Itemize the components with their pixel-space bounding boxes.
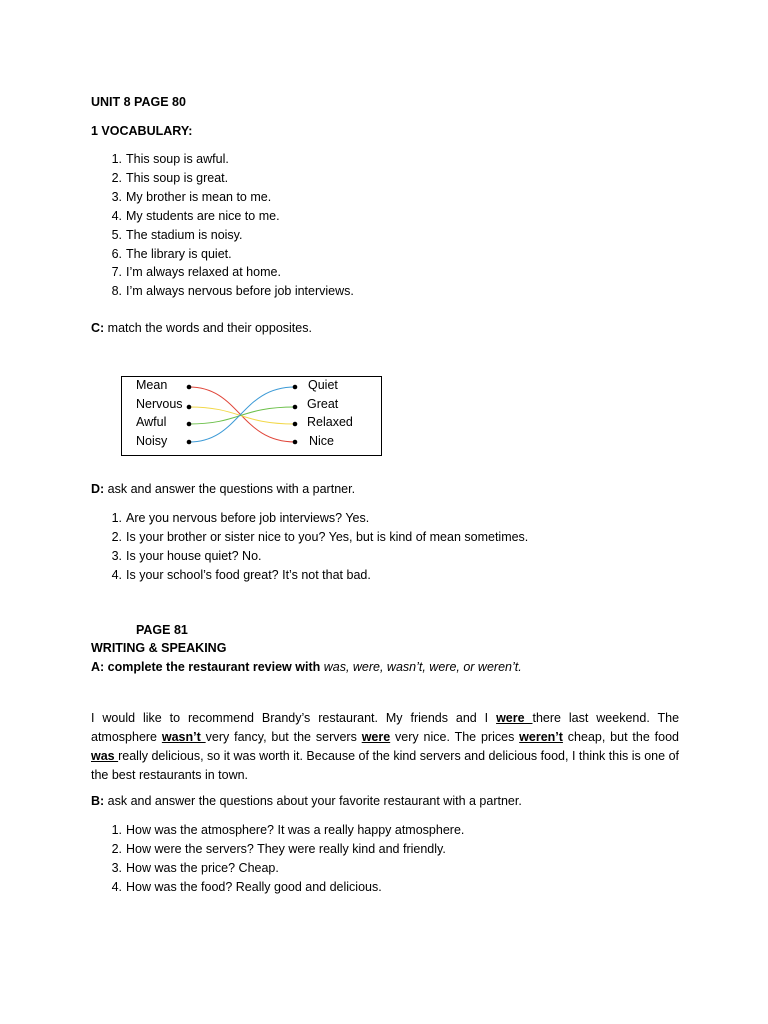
bullet-dot	[187, 385, 192, 390]
document-page: UNIT 8 PAGE 80 1 VOCABULARY: 1. This soup is awful. 2. This soup is great. 3. My brother is mean to me. 4. My students are nice to me. 5. The stadium is noisy. 6. The library is quiet. 7. I’m always relaxed at home. 8. I’m always nervous before job interviews. C: match the words and their opposites. Mean Nervous Awful Noisy Quiet Great Relaxed Nice D: ask and answer the questions with a partner. 1. Are you nervous before job interviews? Yes. 2. Is your brother or sister nice to you? Yes, but is kind of mean sometimes. 3. Is your house quiet? No. 4. Is your school’s food great? It’s not that bad. PAGE 81 WRITING & SPEAKING A: complete the restaurant review with was, were, wasn’t, were, or weren’t. I would like to recommend Brandy’s restaurant. My friends and I were there last weekend. The atmosphere wasn’t very fancy, but the servers were very nice. The prices weren’t cheap, but the food was really delicious, so it was worth it. Because of the kind servers and delicious food, I think this is one of the best restaurants in town. B: ask and answer the questions about your favorite restaurant with a partner. 1. How was the atmosphere? It was a really happy atmosphere. 2. How were the servers? They were really kind and friendly. 3. How was the price? Cheap. 4. How was the food? Really good and delicious.	[91, 95, 680, 894]
matching-lines	[122, 377, 381, 455]
vocabulary-heading: 1 VOCABULARY:	[91, 124, 193, 138]
answer-blank: were	[361, 730, 391, 744]
restaurant-review-paragraph: I would like to recommend Brandy’s restaurant. My friends and I were there last weekend. The atmosphere wasn’t very fancy, but the servers were very nice. The prices weren’t cheap, but the food was really delicious, so it was worth it. Because of the kind servers and delicious food, I think this is one of the best restaurants in town.	[91, 711, 680, 782]
answer-blank: wasn’t	[161, 730, 206, 744]
answer-blank: was	[91, 749, 119, 763]
left-word-awful: Awful	[136, 415, 167, 429]
bullet-dot	[187, 440, 192, 445]
answer-blank: were	[496, 711, 533, 725]
bullet-dot	[293, 440, 298, 445]
section-c-instruction: C: match the words and their opposites.	[91, 321, 312, 335]
bullet-dot	[293, 385, 298, 390]
match-line-awful-great	[189, 407, 295, 424]
left-word-mean: Mean	[136, 378, 168, 392]
left-word-noisy: Noisy	[136, 434, 168, 448]
bullet-dot	[187, 422, 192, 427]
matching-exercise	[121, 376, 382, 456]
section-b-instruction: B: ask and answer the questions about your favorite restaurant with a partner.	[91, 794, 522, 808]
bullet-dot	[187, 405, 192, 410]
right-word-nice: Nice	[309, 434, 335, 448]
answer-blank: weren’t	[519, 730, 563, 744]
page-81-title: PAGE 81	[136, 623, 188, 637]
right-word-great: Great	[307, 397, 339, 411]
writing-speaking-heading: WRITING & SPEAKING	[91, 641, 227, 655]
bullet-dot	[293, 422, 298, 427]
unit-title: UNIT 8 PAGE 80	[91, 95, 186, 109]
left-word-nervous: Nervous	[136, 397, 183, 411]
bullet-dot	[293, 405, 298, 410]
right-word-relaxed: Relaxed	[307, 415, 353, 429]
match-line-mean-nice	[189, 387, 295, 442]
match-line-noisy-quiet	[189, 387, 295, 442]
section-d-instruction: D: ask and answer the questions with a partner.	[91, 482, 356, 496]
right-word-quiet: Quiet	[308, 378, 338, 392]
section-a-instruction: A: complete the restaurant review with was, were, wasn’t, were, or weren’t.	[91, 660, 522, 674]
